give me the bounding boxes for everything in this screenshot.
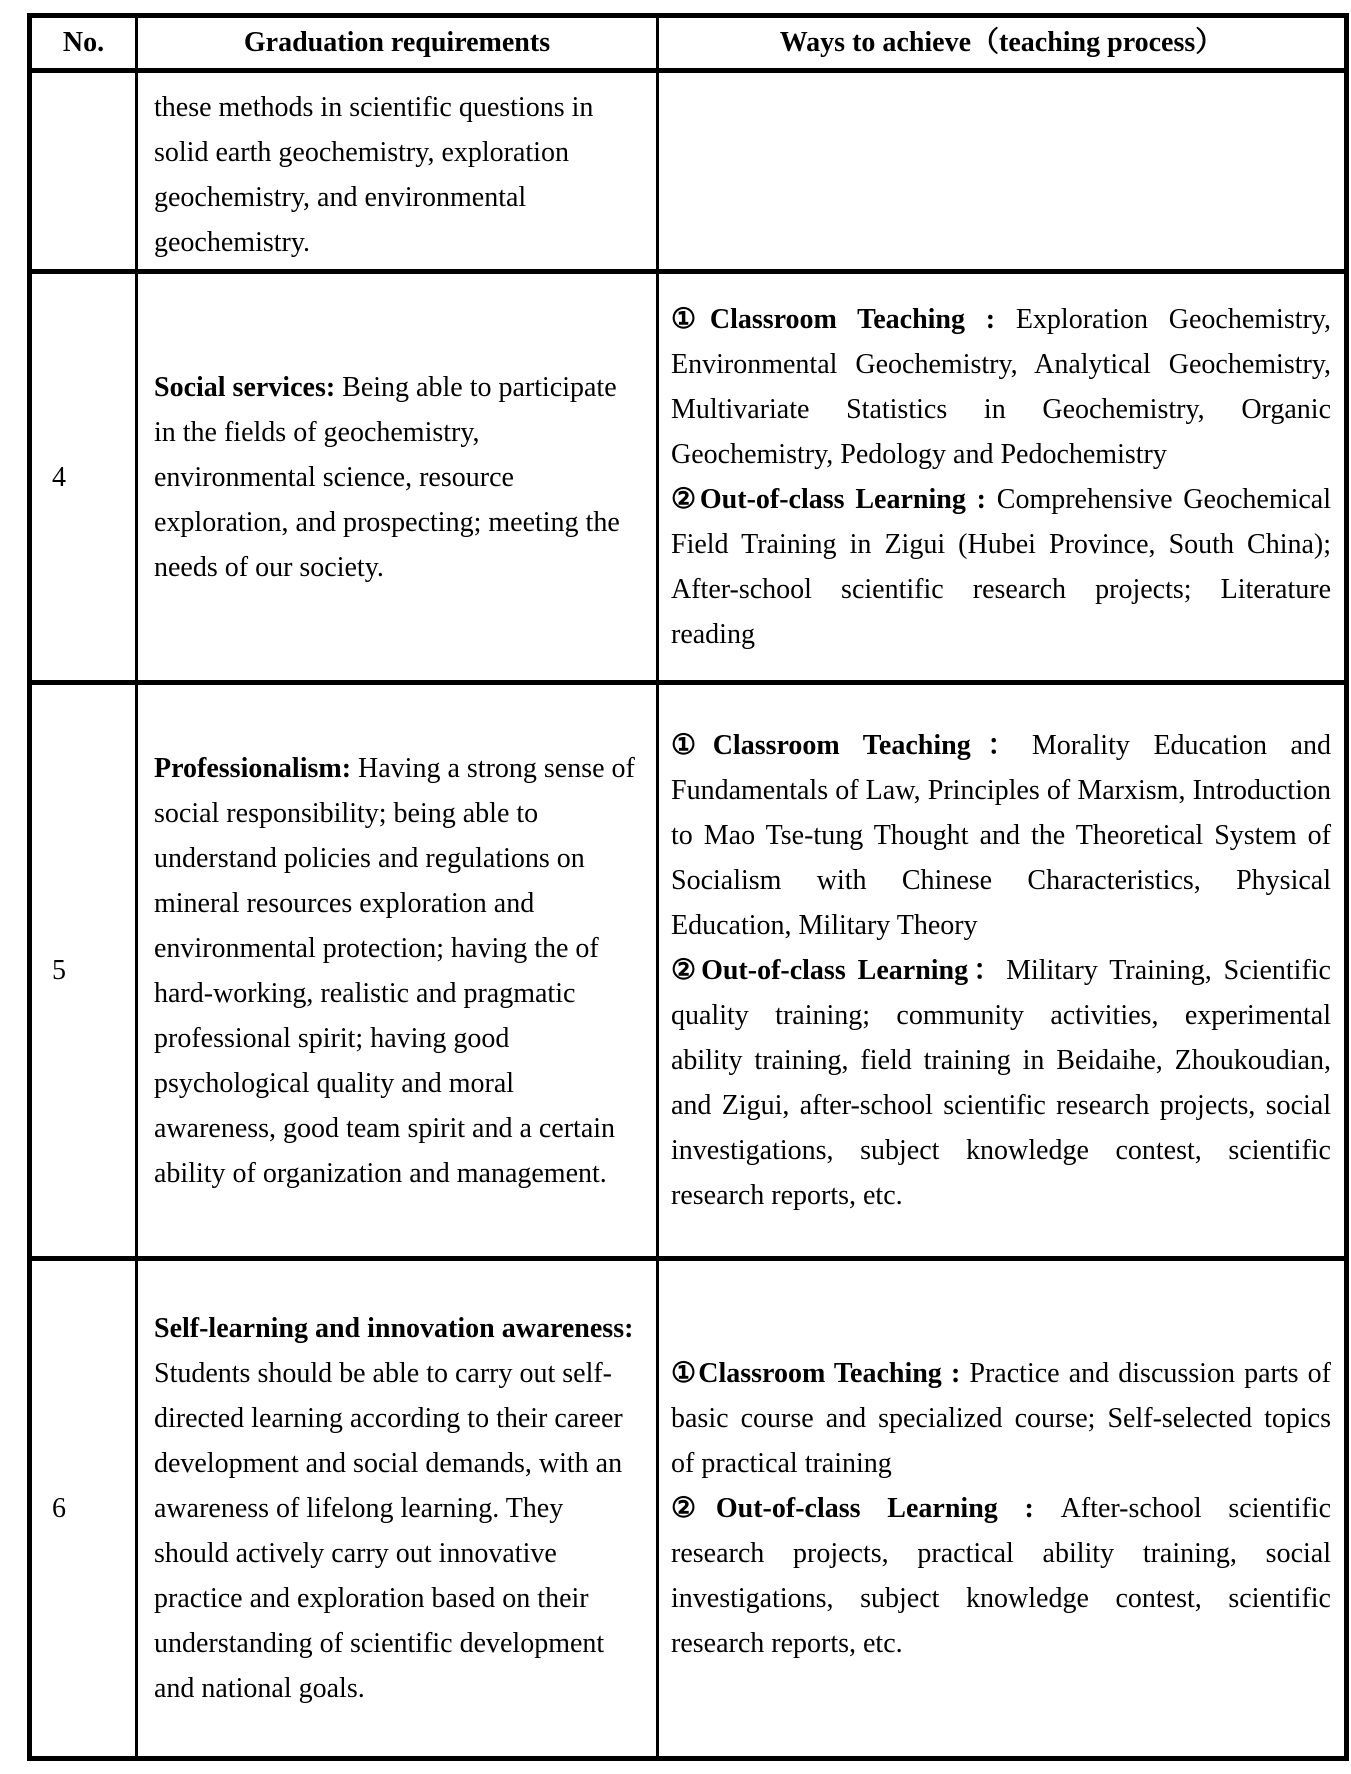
table-row-5 xyxy=(30,683,1347,1259)
row-4-requirement-cell xyxy=(137,272,658,683)
text-run: Morality Education and Fundamentals of Law, Principles of Marxism, Introduction to Mao Tse-tung Thought and the Theoretical System of Socialism with Chinese Characteristics, Physical Education, Military Theory xyxy=(671,730,1331,941)
text-run: these methods in scientific questions in solid earth geochemistry, exploration geochemistry, and environmental geochemistry. xyxy=(154,92,594,258)
text-run: Comprehensive Geochemical Field Training in Zigui (Hubei Province, South China); After-school scientific research projects; Literature reading xyxy=(671,484,1332,650)
table-row-6 xyxy=(30,1259,1347,1759)
bold-text-run: ②Out-of-class Learning : xyxy=(671,1493,1061,1524)
text-run: Having a strong sense of social responsibility; being able to understand policies and regulations on mineral resources exploration and environmental protection; having the of hard-working, realistic and pragmatic professional spirit; having good psychological quality and moral awareness, good team spirit and a certain ability of organization and management. xyxy=(154,752,635,1189)
row-5-no-cell: 5 xyxy=(30,683,137,1259)
paragraph xyxy=(154,746,642,1196)
text-run: Students should be able to carry out self-directed learning according to their career development and social demands, with an awareness of lifelong learning. They should actively carry out innovative practice and exploration based on their understanding of scientific development and national goals. xyxy=(154,1358,623,1704)
text-run: Being able to participate in the fields of geochemistry, environmental science, resource exploration, and prospecting; meeting the needs of our society. xyxy=(154,371,620,583)
bold-text-run: ①Classroom Teaching : xyxy=(671,304,1016,335)
table-row-4 xyxy=(30,272,1347,683)
paragraph xyxy=(671,723,1331,948)
text-run: After-school scientific research projects, practical ability training, social investigations, subject knowledge contest, scientific research reports, etc. xyxy=(671,1493,1331,1659)
bold-text-run: ①Classroom Teaching : xyxy=(671,1358,970,1389)
row-6-requirement-cell xyxy=(137,1259,658,1759)
text-run: Practice and discussion parts of basic course and specialized course; Self-selected topics of practical training xyxy=(671,1358,1331,1479)
paragraph xyxy=(154,365,642,590)
row-continuation-ways-cell xyxy=(658,71,1347,272)
bold-text-run: Professionalism: xyxy=(154,752,359,784)
bold-text-run: ①Classroom Teaching： xyxy=(671,730,1032,761)
paragraph xyxy=(671,1486,1331,1666)
text-run: Military Training, Scientific quality training; community activities, experimental ability training, field training in Beidaihe, Zhoukoudian, and Zigui, after-school scientific research projects, social investigations, subject knowledge contest, scientific research reports, etc. xyxy=(671,955,1331,1211)
paragraph xyxy=(154,1306,642,1711)
text-run: Exploration Geochemistry, Environmental Geochemistry, Analytical Geochemistry, Multivariate Statistics in Geochemistry, Organic Geochemistry, Pedology and Pedochemistry xyxy=(671,304,1332,470)
row-4-ways-cell xyxy=(658,272,1347,683)
table-header-row xyxy=(30,16,1347,71)
table-row-continuation xyxy=(30,71,1347,272)
row-4-no-cell: 4 xyxy=(30,272,137,683)
bold-text-run: ②Out-of-class Learning： xyxy=(671,955,1007,986)
row-5-ways-cell xyxy=(658,683,1347,1259)
col-header-no: No. xyxy=(30,16,137,71)
row-6-no-cell: 6 xyxy=(30,1259,137,1759)
paragraph xyxy=(671,1351,1331,1486)
row-6-ways-cell xyxy=(658,1259,1347,1759)
paragraph xyxy=(671,477,1331,657)
col-header-ways-to-achieve: Ways to achieve（teaching process） xyxy=(658,16,1347,71)
paragraph xyxy=(671,948,1331,1218)
graduation-requirements-table xyxy=(27,13,1349,1761)
row-continuation-requirement-cell xyxy=(137,71,658,272)
col-header-graduation-requirements: Graduation requirements xyxy=(137,16,658,71)
bold-text-run: ②Out-of-class Learning : xyxy=(671,484,997,515)
row-5-requirement-cell xyxy=(137,683,658,1259)
paragraph xyxy=(154,85,642,265)
row-continuation-no-cell xyxy=(30,71,137,272)
paragraph xyxy=(671,297,1331,477)
bold-text-run: Social services: xyxy=(154,371,343,403)
bold-text-run: Self-learning and innovation awareness: xyxy=(154,1313,634,1344)
